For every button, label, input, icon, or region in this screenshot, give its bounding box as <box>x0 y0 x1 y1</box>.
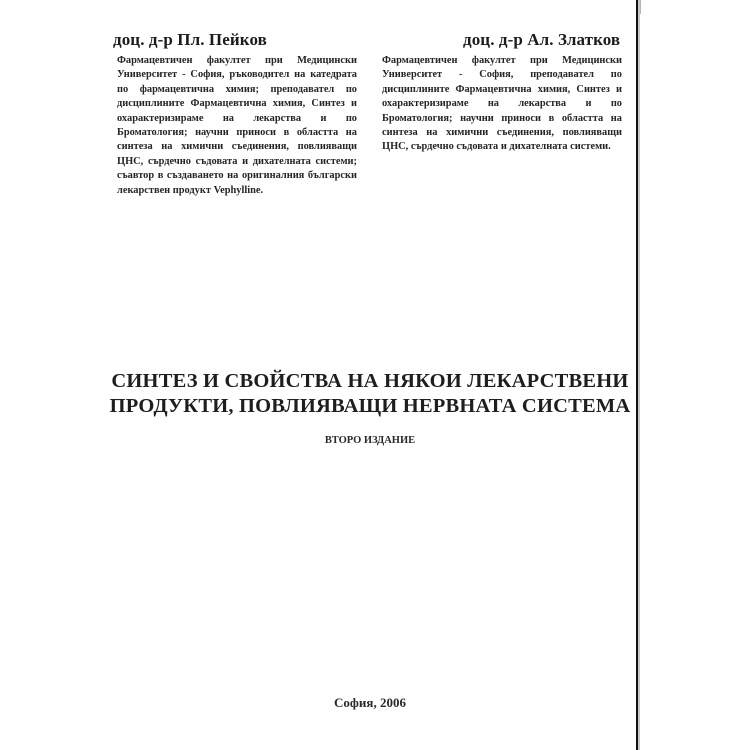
edition-label: ВТОРО ИЗДАНИЕ <box>324 435 416 446</box>
author-left-name: доц. д-р Пл. Пейков <box>113 30 267 49</box>
scrollbar-tick[interactable] <box>640 0 641 14</box>
imprint-place-year: София, 2006 <box>334 695 406 710</box>
author-right-name: доц. д-р Ал. Златков <box>463 30 621 49</box>
author-right-bio: Фармацевтичен факултет при Медицински Университет - София, преподавател по дисциплините Фармацевтична химия, Синтез и охарактеризираме на лекарства и по Броматология; научни приноси в областта на синтеза на химични съединения, повлияващи ЦНС, сърдечно съдовата и дихателната системи. <box>382 55 622 153</box>
viewer-background <box>640 0 750 750</box>
book-title: СИНТЕЗ И СВОЙСТВА НА НЯКОИ ЛЕКАРСТВЕНИ ПРОДУКТИ, ПОВЛИЯВАЩИ НЕРВНАТА СИСТЕМА <box>109 370 631 417</box>
author-left-bio: Фармацевтичен факултет при Медицински Университет - София, ръководител на катедрата по фармацевтична химия; преподавател по дисциплините Фармацевтична химия, Синтез и охарактеризираме на лекарства и по Броматология; научни приноси в областта на синтеза на химични съединения, повлияващи ЦНС, сърдечно съдовата и дихателната системи; съавтор в създаването на оригиналния български лекарствен продукт Vephylline. <box>117 55 357 196</box>
